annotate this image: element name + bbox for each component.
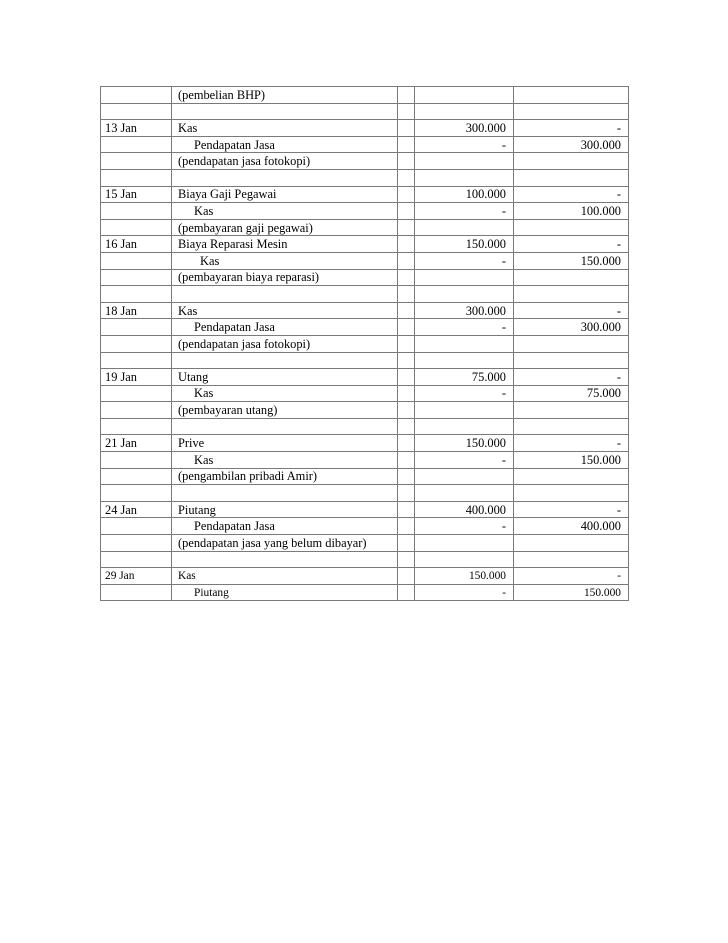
account-cell: [172, 103, 398, 120]
ref-cell: [398, 186, 415, 203]
credit-cell: [514, 87, 629, 104]
account-cell: Utang: [172, 369, 398, 386]
debit-cell: [415, 352, 514, 369]
account-cell: Pendapatan Jasa: [172, 136, 398, 153]
table-row: [101, 452, 629, 469]
table-row: [101, 203, 629, 220]
credit-cell: 150.000: [514, 252, 629, 269]
credit-cell: [514, 418, 629, 435]
account-cell: Kas: [172, 568, 398, 585]
table-row: [101, 236, 629, 253]
credit-cell: [514, 468, 629, 485]
table-row: [101, 120, 629, 137]
table-row: [101, 535, 629, 552]
debit-cell: -: [415, 452, 514, 469]
debit-cell: [415, 219, 514, 236]
date-cell: [101, 153, 172, 170]
account-cell: Kas: [172, 302, 398, 319]
ref-cell: [398, 501, 415, 518]
ref-cell: [398, 369, 415, 386]
table-row: [101, 136, 629, 153]
date-cell: 16 Jan: [101, 236, 172, 253]
ref-cell: [398, 418, 415, 435]
table-row: [101, 302, 629, 319]
table-row: [101, 169, 629, 186]
table-row: [101, 584, 629, 601]
debit-cell: -: [415, 136, 514, 153]
date-cell: 13 Jan: [101, 120, 172, 137]
debit-cell: -: [415, 385, 514, 402]
ref-cell: [398, 252, 415, 269]
debit-cell: [415, 87, 514, 104]
ref-cell: [398, 87, 415, 104]
date-cell: [101, 319, 172, 336]
debit-cell: [415, 468, 514, 485]
account-cell: Kas: [172, 203, 398, 220]
ref-cell: [398, 485, 415, 502]
debit-cell: 150.000: [415, 236, 514, 253]
account-cell: Biaya Gaji Pegawai: [172, 186, 398, 203]
credit-cell: -: [514, 120, 629, 137]
debit-cell: -: [415, 203, 514, 220]
date-cell: [101, 418, 172, 435]
ref-cell: [398, 468, 415, 485]
account-cell: Kas: [172, 252, 398, 269]
credit-cell: 150.000: [514, 452, 629, 469]
account-cell: Piutang: [172, 501, 398, 518]
date-cell: [101, 87, 172, 104]
account-cell: (pembayaran utang): [172, 402, 398, 419]
ref-cell: [398, 435, 415, 452]
account-cell: Kas: [172, 452, 398, 469]
debit-cell: -: [415, 518, 514, 535]
ref-cell: [398, 568, 415, 585]
account-cell: (pendapatan jasa fotokopi): [172, 153, 398, 170]
table-row: [101, 319, 629, 336]
credit-cell: [514, 103, 629, 120]
debit-cell: [415, 551, 514, 568]
account-cell: Prive: [172, 435, 398, 452]
account-cell: (pembelian BHP): [172, 87, 398, 104]
credit-cell: [514, 169, 629, 186]
table-row: [101, 435, 629, 452]
ref-cell: [398, 269, 415, 286]
ref-cell: [398, 402, 415, 419]
ref-cell: [398, 535, 415, 552]
date-cell: [101, 468, 172, 485]
account-cell: (pendapatan jasa fotokopi): [172, 335, 398, 352]
account-cell: Kas: [172, 385, 398, 402]
table-row: [101, 551, 629, 568]
credit-cell: [514, 335, 629, 352]
debit-cell: [415, 485, 514, 502]
date-cell: [101, 518, 172, 535]
debit-cell: [415, 169, 514, 186]
credit-cell: [514, 402, 629, 419]
credit-cell: -: [514, 501, 629, 518]
table-row: [101, 418, 629, 435]
date-cell: [101, 452, 172, 469]
credit-cell: 300.000: [514, 319, 629, 336]
account-cell: (pengambilan pribadi Amir): [172, 468, 398, 485]
date-cell: [101, 252, 172, 269]
account-cell: (pendapatan jasa yang belum dibayar): [172, 535, 398, 552]
credit-cell: [514, 219, 629, 236]
date-cell: 29 Jan: [101, 568, 172, 585]
ref-cell: [398, 352, 415, 369]
date-cell: [101, 169, 172, 186]
debit-cell: [415, 153, 514, 170]
ref-cell: [398, 302, 415, 319]
ref-cell: [398, 385, 415, 402]
account-cell: Kas: [172, 120, 398, 137]
ref-cell: [398, 335, 415, 352]
table-row: [101, 501, 629, 518]
date-cell: [101, 335, 172, 352]
date-cell: [101, 551, 172, 568]
credit-cell: 100.000: [514, 203, 629, 220]
credit-cell: 150.000: [514, 584, 629, 601]
ref-cell: [398, 169, 415, 186]
date-cell: 21 Jan: [101, 435, 172, 452]
table-row: [101, 518, 629, 535]
debit-cell: 75.000: [415, 369, 514, 386]
table-row: [101, 402, 629, 419]
debit-cell: -: [415, 319, 514, 336]
debit-cell: [415, 269, 514, 286]
credit-cell: [514, 286, 629, 303]
debit-cell: [415, 335, 514, 352]
date-cell: [101, 402, 172, 419]
table-row: [101, 568, 629, 585]
general-journal-table: [100, 86, 629, 601]
credit-cell: [514, 269, 629, 286]
date-cell: 19 Jan: [101, 369, 172, 386]
account-cell: [172, 286, 398, 303]
debit-cell: [415, 402, 514, 419]
ref-cell: [398, 518, 415, 535]
table-row: [101, 385, 629, 402]
credit-cell: 400.000: [514, 518, 629, 535]
ref-cell: [398, 286, 415, 303]
date-cell: [101, 286, 172, 303]
debit-cell: 150.000: [415, 435, 514, 452]
ref-cell: [398, 319, 415, 336]
account-cell: [172, 551, 398, 568]
credit-cell: [514, 535, 629, 552]
credit-cell: -: [514, 186, 629, 203]
account-cell: [172, 418, 398, 435]
table-row: [101, 352, 629, 369]
credit-cell: 300.000: [514, 136, 629, 153]
credit-cell: -: [514, 302, 629, 319]
table-row: [101, 103, 629, 120]
ref-cell: [398, 153, 415, 170]
account-cell: Pendapatan Jasa: [172, 319, 398, 336]
credit-cell: -: [514, 369, 629, 386]
date-cell: [101, 535, 172, 552]
ref-cell: [398, 203, 415, 220]
ref-cell: [398, 236, 415, 253]
debit-cell: [415, 418, 514, 435]
account-cell: [172, 169, 398, 186]
table-row: [101, 153, 629, 170]
debit-cell: 400.000: [415, 501, 514, 518]
account-cell: Piutang: [172, 584, 398, 601]
account-cell: Pendapatan Jasa: [172, 518, 398, 535]
debit-cell: 100.000: [415, 186, 514, 203]
credit-cell: [514, 153, 629, 170]
date-cell: 15 Jan: [101, 186, 172, 203]
table-row: [101, 87, 629, 104]
date-cell: [101, 203, 172, 220]
table-row: [101, 269, 629, 286]
journal-body: [101, 87, 629, 601]
date-cell: [101, 352, 172, 369]
ref-cell: [398, 136, 415, 153]
table-row: [101, 335, 629, 352]
debit-cell: 300.000: [415, 120, 514, 137]
debit-cell: -: [415, 252, 514, 269]
table-row: [101, 369, 629, 386]
date-cell: 18 Jan: [101, 302, 172, 319]
debit-cell: [415, 286, 514, 303]
date-cell: [101, 219, 172, 236]
table-row: [101, 219, 629, 236]
table-row: [101, 468, 629, 485]
debit-cell: [415, 535, 514, 552]
credit-cell: -: [514, 435, 629, 452]
table-row: [101, 485, 629, 502]
debit-cell: 300.000: [415, 302, 514, 319]
credit-cell: -: [514, 236, 629, 253]
date-cell: 24 Jan: [101, 501, 172, 518]
account-cell: [172, 352, 398, 369]
ref-cell: [398, 551, 415, 568]
date-cell: [101, 485, 172, 502]
date-cell: [101, 269, 172, 286]
credit-cell: 75.000: [514, 385, 629, 402]
account-cell: (pembayaran gaji pegawai): [172, 219, 398, 236]
ref-cell: [398, 452, 415, 469]
debit-cell: 150.000: [415, 568, 514, 585]
debit-cell: [415, 103, 514, 120]
credit-cell: -: [514, 568, 629, 585]
ref-cell: [398, 120, 415, 137]
ref-cell: [398, 584, 415, 601]
table-row: [101, 286, 629, 303]
debit-cell: -: [415, 584, 514, 601]
table-row: [101, 252, 629, 269]
credit-cell: [514, 551, 629, 568]
account-cell: Biaya Reparasi Mesin: [172, 236, 398, 253]
date-cell: [101, 103, 172, 120]
account-cell: [172, 485, 398, 502]
date-cell: [101, 584, 172, 601]
credit-cell: [514, 485, 629, 502]
account-cell: (pembayaran biaya reparasi): [172, 269, 398, 286]
ref-cell: [398, 103, 415, 120]
ref-cell: [398, 219, 415, 236]
date-cell: [101, 136, 172, 153]
date-cell: [101, 385, 172, 402]
table-row: [101, 186, 629, 203]
credit-cell: [514, 352, 629, 369]
